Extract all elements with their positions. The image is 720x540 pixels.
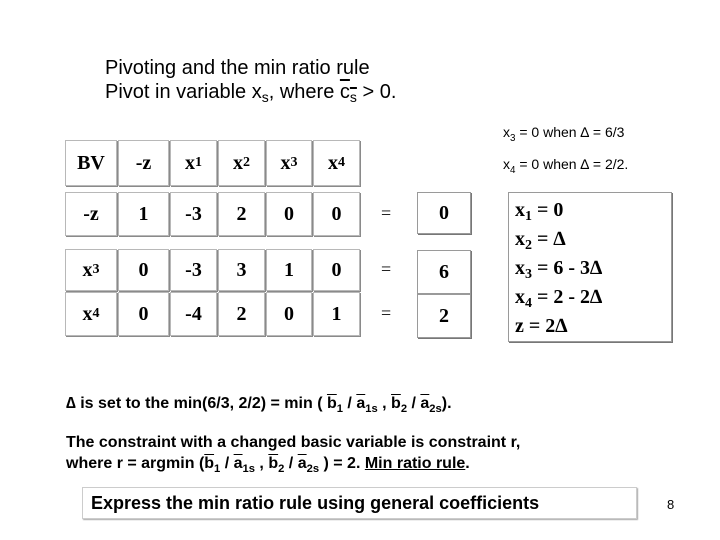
slide-title: Pivoting and the min ratio rule bbox=[105, 57, 370, 79]
rhs-value-cell: 2 bbox=[417, 294, 471, 338]
min-ratio-statement: ∆ is set to the min(6/3, 2/2) = min ( $\overline{b}_1 / \overline{a}_{1s}$ , $\overline{b}_2 / \overline{a}_{2s}$). bbox=[66, 395, 452, 415]
constraint-line-1: The constraint with a changed basic variable is constraint r, bbox=[66, 434, 521, 451]
tableau-cell: -4 bbox=[170, 292, 217, 336]
tableau-bv-cell: x 4 bbox=[65, 292, 117, 336]
tableau-cell: 0 bbox=[266, 192, 312, 236]
solution-line: z = 2∆ bbox=[515, 315, 568, 337]
rhs-value-cell: 0 bbox=[417, 192, 471, 234]
condition-x4: $x_4 = 0$ when ∆ = 2/2. bbox=[503, 156, 629, 176]
equals-sign: = bbox=[381, 259, 392, 279]
solution-line: $x_1 = 0$ bbox=[515, 199, 564, 224]
tableau-bv-cell: x 3 bbox=[65, 249, 117, 291]
slide-subtitle: Pivot in variable $x_s$, where $c_s > 0$. bbox=[105, 81, 397, 105]
tableau-cell: 1 bbox=[266, 249, 312, 291]
tableau-header-cell: x 1 bbox=[170, 140, 217, 186]
tableau-header-cell: -z bbox=[118, 140, 169, 186]
tableau-cell: 0 bbox=[313, 249, 360, 291]
constraint-line-2: where r = argmin ($\overline{b}_1 / \overline{a}_{1s}$ , $\overline{b}_2 / \overline{a}_{2s}$ ) = 2. Min ratio rule. bbox=[66, 455, 470, 475]
reduced-cost-symbol: $c_s$ bbox=[339, 81, 357, 105]
tableau-cell: -3 bbox=[170, 192, 217, 236]
solution-line: $x_4 = 2 - 2\Delta$ bbox=[515, 286, 603, 311]
min-ratio-rule-term: Min ratio rule bbox=[364, 455, 466, 472]
tableau-cell: 2 bbox=[218, 292, 265, 336]
page-number: 8 bbox=[667, 497, 675, 512]
tableau-cell: 0 bbox=[118, 292, 169, 336]
equals-sign: = bbox=[381, 303, 392, 323]
solution-line: $x_3 = 6 - 3\Delta$ bbox=[515, 257, 603, 282]
tableau-header-cell: BV bbox=[65, 140, 117, 186]
tableau-header-cell: x 4 bbox=[313, 140, 360, 186]
tableau-cell: 0 bbox=[266, 292, 312, 336]
tableau-cell: 2 bbox=[218, 192, 265, 236]
tableau-cell: 0 bbox=[313, 192, 360, 236]
tableau-cell: 3 bbox=[218, 249, 265, 291]
tableau-header-cell: x 2 bbox=[218, 140, 265, 186]
tableau-cell: 1 bbox=[118, 192, 169, 236]
equals-sign: = bbox=[381, 203, 392, 223]
tableau-cell: -3 bbox=[170, 249, 217, 291]
solution-line: $x_2$ = ∆ bbox=[515, 228, 566, 253]
rhs-value-cell: 6 bbox=[417, 250, 471, 294]
tableau-cell: 1 bbox=[313, 292, 360, 336]
tableau-header-cell: x 3 bbox=[266, 140, 312, 186]
tableau-bv-cell: -z bbox=[65, 192, 117, 236]
exercise-box: Express the min ratio rule using general coefficients bbox=[82, 487, 637, 519]
tableau-cell: 0 bbox=[118, 249, 169, 291]
condition-x3: $x_3 = 0$ when ∆ = 6/3 bbox=[503, 124, 625, 144]
solution-box bbox=[508, 192, 672, 342]
